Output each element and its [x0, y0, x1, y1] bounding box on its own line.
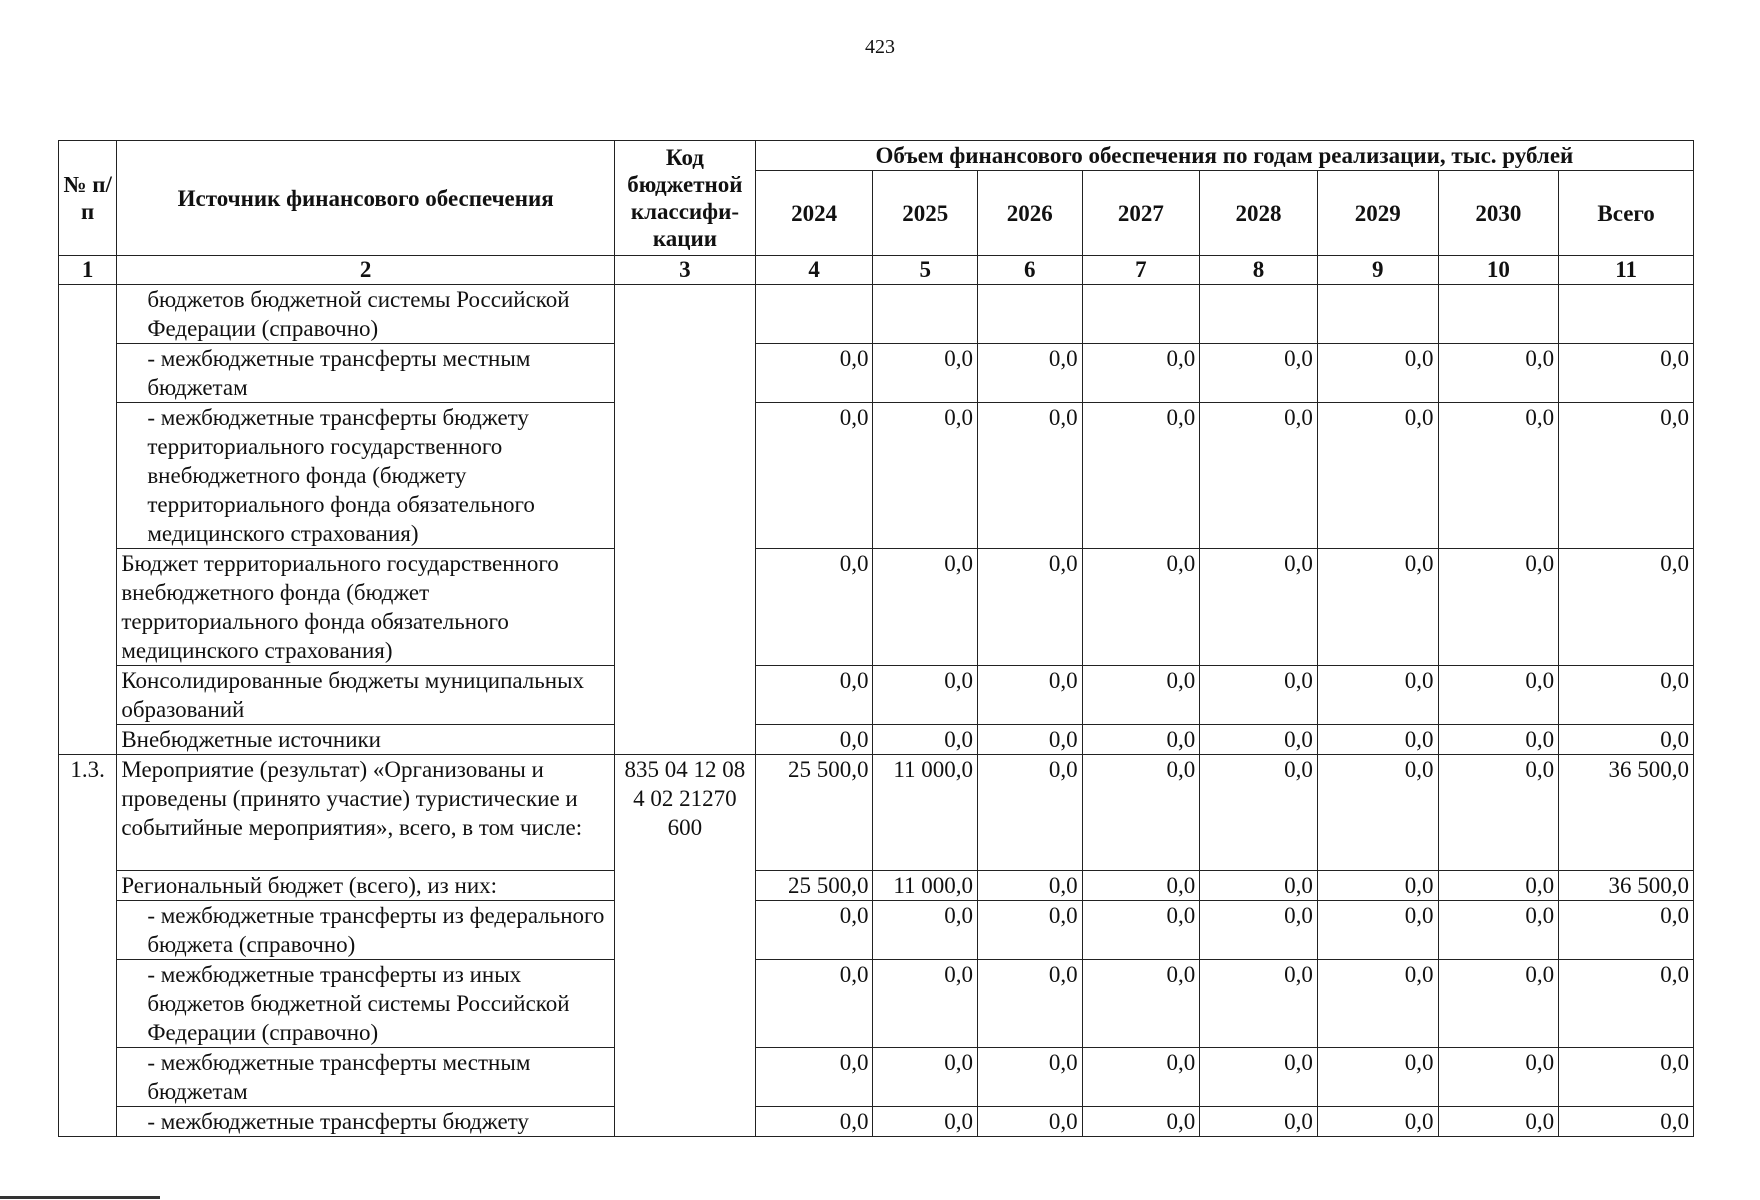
table-row — [59, 960, 1694, 1048]
source-cell: - межбюджетные трансферты местным бюджетам — [117, 1048, 615, 1107]
year-value-cell: 0,0 — [755, 1107, 873, 1137]
year-value-cell: 0,0 — [1438, 960, 1559, 1048]
year-value-cell: 0,0 — [755, 725, 873, 755]
year-value-cell: 0,0 — [755, 344, 873, 403]
year-value-cell: 0,0 — [873, 1107, 978, 1137]
table-row — [59, 403, 1694, 549]
total-value-cell: 36 500,0 — [1559, 871, 1694, 901]
year-value-cell: 25 500,0 — [755, 755, 873, 871]
year-value-cell: 0,0 — [1200, 725, 1318, 755]
year-value-cell: 0,0 — [1200, 549, 1318, 666]
year-value-cell — [1082, 285, 1200, 344]
scan-edge-line — [0, 1196, 160, 1199]
year-value-cell: 0,0 — [1438, 1048, 1559, 1107]
year-value-cell: 0,0 — [1082, 549, 1200, 666]
header-year: 2024 — [755, 171, 873, 256]
year-value-cell — [978, 285, 1083, 344]
year-value-cell: 0,0 — [978, 1107, 1083, 1137]
year-value-cell — [1200, 285, 1318, 344]
year-value-cell: 0,0 — [873, 901, 978, 960]
source-cell: Бюджет территориального государственного внебюджетного фонда (бюджет территориального фонда обязательного медицинского страхования) — [117, 549, 615, 666]
header-year: 2026 — [978, 171, 1083, 256]
year-value-cell: 0,0 — [1200, 666, 1318, 725]
year-value-cell: 0,0 — [873, 725, 978, 755]
year-value-cell: 0,0 — [1317, 960, 1438, 1048]
year-value-cell: 0,0 — [1317, 871, 1438, 901]
year-value-cell: 0,0 — [755, 960, 873, 1048]
year-value-cell: 0,0 — [1438, 666, 1559, 725]
source-cell: - межбюджетные трансферты из федерального бюджета (справочно) — [117, 901, 615, 960]
year-value-cell: 0,0 — [1317, 403, 1438, 549]
column-number: 10 — [1438, 256, 1559, 285]
financing-table — [58, 140, 1694, 1137]
year-value-cell: 0,0 — [1438, 403, 1559, 549]
column-number-row — [59, 256, 1694, 285]
year-value-cell: 0,0 — [1082, 666, 1200, 725]
year-value-cell: 0,0 — [978, 901, 1083, 960]
year-value-cell: 0,0 — [1082, 1048, 1200, 1107]
source-cell: Мероприятие (результат) «Организованы и проведены (принято участие) туристические и событийные мероприятия», всего, в том числе: — [117, 755, 615, 871]
column-number: 8 — [1200, 256, 1318, 285]
year-value-cell: 0,0 — [1082, 403, 1200, 549]
table-row — [59, 901, 1694, 960]
header-code: Код бюджетной классифи-кации — [615, 141, 756, 256]
source-cell: - межбюджетные трансферты бюджету — [117, 1107, 615, 1137]
year-value-cell: 0,0 — [978, 725, 1083, 755]
header-total: Всего — [1559, 171, 1694, 256]
source-cell: бюджетов бюджетной системы Российской Федерации (справочно) — [117, 285, 615, 344]
header-year: 2025 — [873, 171, 978, 256]
year-value-cell: 0,0 — [1200, 1048, 1318, 1107]
year-value-cell: 0,0 — [1317, 344, 1438, 403]
year-value-cell: 0,0 — [1317, 1048, 1438, 1107]
year-value-cell: 0,0 — [755, 1048, 873, 1107]
year-value-cell: 25 500,0 — [755, 871, 873, 901]
year-value-cell: 0,0 — [978, 871, 1083, 901]
year-value-cell: 0,0 — [1438, 755, 1559, 871]
header-year: 2028 — [1200, 171, 1318, 256]
year-value-cell: 0,0 — [873, 1048, 978, 1107]
year-value-cell: 0,0 — [755, 901, 873, 960]
year-value-cell: 0,0 — [1200, 344, 1318, 403]
year-value-cell — [1317, 285, 1438, 344]
year-value-cell: 0,0 — [1200, 901, 1318, 960]
header-num: № п/п — [59, 141, 117, 256]
year-value-cell: 0,0 — [1082, 344, 1200, 403]
column-number: 1 — [59, 256, 117, 285]
year-value-cell: 0,0 — [1200, 960, 1318, 1048]
total-value-cell: 0,0 — [1559, 960, 1694, 1048]
year-value-cell: 0,0 — [873, 960, 978, 1048]
table-row — [59, 1107, 1694, 1137]
year-value-cell: 0,0 — [978, 549, 1083, 666]
year-value-cell: 11 000,0 — [873, 755, 978, 871]
year-value-cell: 0,0 — [1082, 871, 1200, 901]
table-body — [59, 256, 1694, 1137]
year-value-cell: 0,0 — [755, 666, 873, 725]
year-value-cell: 0,0 — [1317, 666, 1438, 725]
source-cell: Внебюджетные источники — [117, 725, 615, 755]
year-value-cell: 0,0 — [978, 403, 1083, 549]
row-number-cell — [59, 285, 117, 755]
year-value-cell: 0,0 — [1317, 549, 1438, 666]
budget-code-cell: 835 04 12 08 4 02 21270 600 — [615, 755, 756, 1137]
source-cell: - межбюджетные трансферты из иных бюджетов бюджетной системы Российской Федерации (справочно) — [117, 960, 615, 1048]
year-value-cell — [873, 285, 978, 344]
year-value-cell — [755, 285, 873, 344]
column-number: 2 — [117, 256, 615, 285]
year-value-cell: 0,0 — [1438, 344, 1559, 403]
year-value-cell: 0,0 — [755, 549, 873, 666]
total-value-cell: 0,0 — [1559, 666, 1694, 725]
year-value-cell: 0,0 — [1082, 1107, 1200, 1137]
year-value-cell: 0,0 — [1317, 755, 1438, 871]
total-value-cell — [1559, 285, 1694, 344]
column-number: 4 — [755, 256, 873, 285]
source-cell: Консолидированные бюджеты муниципальных образований — [117, 666, 615, 725]
year-value-cell: 0,0 — [1438, 871, 1559, 901]
year-value-cell: 0,0 — [873, 666, 978, 725]
table-header — [59, 141, 1694, 256]
year-value-cell: 0,0 — [873, 403, 978, 549]
column-number: 7 — [1082, 256, 1200, 285]
column-number: 11 — [1559, 256, 1694, 285]
year-value-cell: 0,0 — [978, 1048, 1083, 1107]
total-value-cell: 0,0 — [1559, 549, 1694, 666]
year-value-cell — [1438, 285, 1559, 344]
source-cell: - межбюджетные трансферты местным бюджетам — [117, 344, 615, 403]
year-value-cell: 0,0 — [1317, 901, 1438, 960]
year-value-cell: 0,0 — [1082, 960, 1200, 1048]
table-row — [59, 666, 1694, 725]
page-number: 423 — [865, 36, 895, 58]
year-value-cell: 0,0 — [1438, 901, 1559, 960]
year-value-cell: 0,0 — [873, 549, 978, 666]
year-value-cell: 0,0 — [1200, 871, 1318, 901]
year-value-cell: 0,0 — [1082, 755, 1200, 871]
year-value-cell: 0,0 — [1082, 901, 1200, 960]
header-year: 2030 — [1438, 171, 1559, 256]
table-row — [59, 344, 1694, 403]
row-number-cell: 1.3. — [59, 755, 117, 1137]
table-row — [59, 549, 1694, 666]
total-value-cell: 0,0 — [1559, 901, 1694, 960]
budget-code-cell — [615, 285, 756, 755]
total-value-cell: 36 500,0 — [1559, 755, 1694, 871]
total-value-cell: 0,0 — [1559, 1048, 1694, 1107]
year-value-cell: 0,0 — [1438, 725, 1559, 755]
year-value-cell: 0,0 — [873, 344, 978, 403]
year-value-cell: 0,0 — [1438, 549, 1559, 666]
year-value-cell: 0,0 — [978, 666, 1083, 725]
header-year: 2027 — [1082, 171, 1200, 256]
table-row — [59, 871, 1694, 901]
year-value-cell: 0,0 — [1438, 1107, 1559, 1137]
source-cell: Региональный бюджет (всего), из них: — [117, 871, 615, 901]
year-value-cell: 11 000,0 — [873, 871, 978, 901]
year-value-cell: 0,0 — [978, 344, 1083, 403]
column-number: 3 — [615, 256, 756, 285]
table-row — [59, 725, 1694, 755]
header-source: Источник финансового обеспечения — [117, 141, 615, 256]
year-value-cell: 0,0 — [1200, 755, 1318, 871]
year-value-cell: 0,0 — [978, 755, 1083, 871]
table-row — [59, 285, 1694, 344]
year-value-cell: 0,0 — [755, 403, 873, 549]
table-row — [59, 755, 1694, 871]
year-value-cell: 0,0 — [978, 960, 1083, 1048]
year-value-cell: 0,0 — [1200, 1107, 1318, 1137]
total-value-cell: 0,0 — [1559, 344, 1694, 403]
year-value-cell: 0,0 — [1317, 1107, 1438, 1137]
column-number: 5 — [873, 256, 978, 285]
header-year: 2029 — [1317, 171, 1438, 256]
year-value-cell: 0,0 — [1200, 403, 1318, 549]
source-cell: - межбюджетные трансферты бюджету территориального государственного внебюджетного фонда (бюджету территориального фонда обязательного медицинского страхования) — [117, 403, 615, 549]
year-value-cell: 0,0 — [1317, 725, 1438, 755]
column-number: 9 — [1317, 256, 1438, 285]
column-number: 6 — [978, 256, 1083, 285]
table-row — [59, 1048, 1694, 1107]
total-value-cell: 0,0 — [1559, 725, 1694, 755]
header-volume: Объем финансового обеспечения по годам реализации, тыс. рублей — [755, 141, 1693, 171]
year-value-cell: 0,0 — [1082, 725, 1200, 755]
total-value-cell: 0,0 — [1559, 403, 1694, 549]
total-value-cell: 0,0 — [1559, 1107, 1694, 1137]
